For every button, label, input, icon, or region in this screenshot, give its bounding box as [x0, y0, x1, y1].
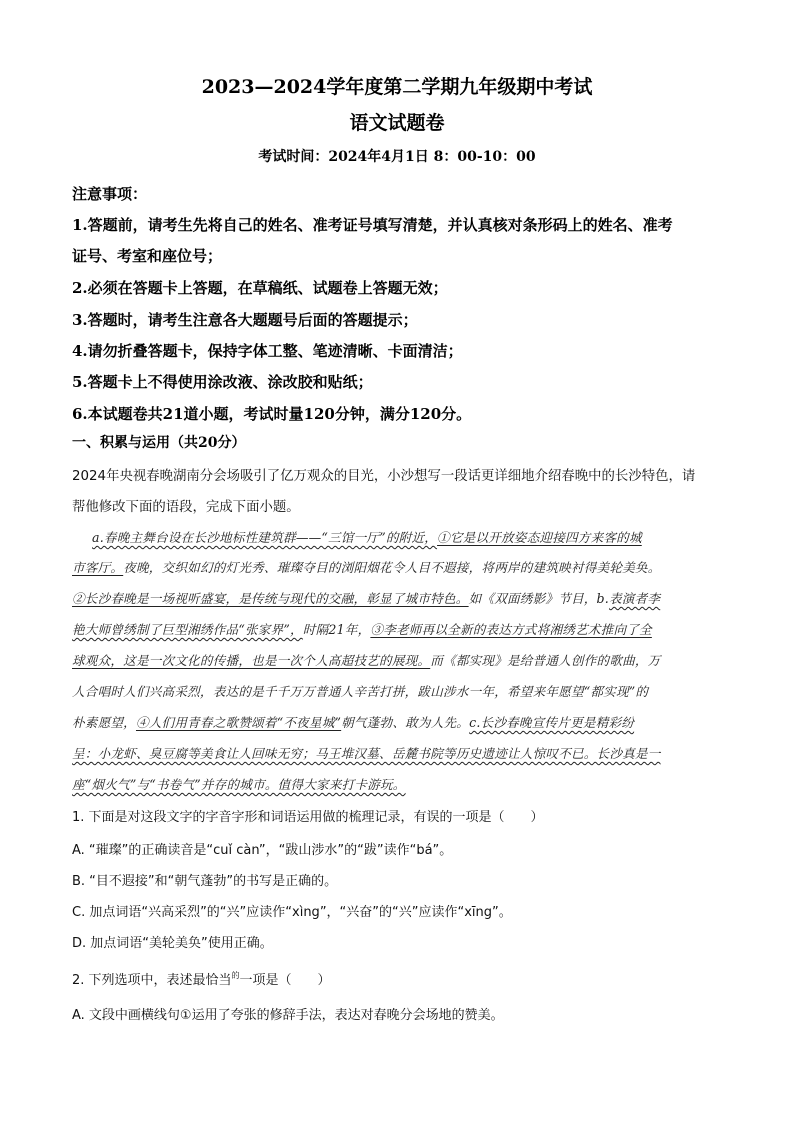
- question-1-option-c: C. 加点词语“兴高采烈”的“兴”应读作“xìng”，“兴奋”的“兴”应读作“xīng”。: [72, 905, 512, 920]
- passage-embroidery-text: 如《双面绣影》节目，b.: [468, 591, 610, 606]
- notes-heading: 注意事项：: [72, 185, 148, 203]
- passage-sentence-1: ①它是以开放姿态迎接四方来客的城: [437, 530, 642, 545]
- question-1-stem: 1. 下面是对这段文字的字音字形和词语运用做的梳理记录，有误的一项是（ ）: [72, 810, 544, 825]
- note-item-3: 3.答题时，请考生注意各大题题号后面的答题提示；: [72, 311, 418, 329]
- exam-time: 考试时间：2024年4月1日 8：00-10：00: [258, 149, 536, 165]
- question-1-option-d: D. 加点词语“美轮美奂”使用正确。: [72, 936, 273, 951]
- passage-sentence-3-end: 球观众，这是一次文化的传播，也是一次个人高超技艺的展现。: [72, 653, 431, 668]
- passage-line-4: [72, 619, 652, 638]
- passage-line-3: [72, 588, 660, 607]
- passage-wish-text: 朴素愿望，: [72, 715, 136, 730]
- passage-sentence-1-end: 市客厅。: [72, 560, 124, 575]
- section-intro-a: 2024年央视春晚湖南分会场吸引了亿万观众的目光，小沙想写一段话更详细地介绍春晚中的长沙特色，请: [72, 469, 696, 484]
- passage-sentence-c-end: 座“烟火气”与“书卷气”并存的城市。值得大家来打卡游玩。: [72, 777, 406, 792]
- note-item-4: 4.请勿折叠答题卡，保持字体工整、笔迹清晰、卡面清洁；: [72, 342, 463, 360]
- section-intro-b: 帮他修改下面的语段，完成下面小题。: [72, 500, 300, 515]
- question-1-option-b: B. “目不遐接”和“朝气蓬勃”的书写是正确的。: [72, 874, 338, 889]
- passage-line-9: [72, 774, 406, 793]
- question-2-option-a: A. 文段中画横线句①运用了夸张的修辞手法，表达对春晚分会场地的赞美。: [72, 1008, 504, 1023]
- question-1-option-a: A. “璀璨”的正确读音是“cuǐ càn”，“跋山涉水”的“跋”读作“bá”。: [72, 843, 453, 858]
- note-item-5: 5.答题卡上不得使用涂改液、涂改胶和贴纸；: [72, 373, 373, 391]
- passage-line-8: [72, 743, 661, 762]
- passage-line-7: [72, 712, 634, 731]
- question-2-stem: 2. 下列选项中，表述最恰当$^的$一项是（ ）: [72, 971, 331, 988]
- exam-subtitle: 语文试题卷: [349, 112, 445, 134]
- passage-time-text: 时隔21年，: [302, 622, 371, 637]
- passage-sentence-3: ③李老师再以全新的表达方式将湘绣艺术推向了全: [370, 622, 652, 637]
- passage-sentence-c-cont: 呈：小龙虾、臭豆腐等美食让人回味无穷；马王堆汉墓、岳麓书院等历史遗迹让人惊叹不已。长沙真是一: [72, 746, 661, 761]
- note-item-2: 2.必须在答题卡上答题，在草稿纸、试题卷上答题无效；: [72, 279, 448, 297]
- passage-night-text: 夜晚，交织如幻的灯光秀、璀璨夺目的浏阳烟花令人目不遐接，将两岸的建筑映衬得美轮美奂。: [123, 560, 661, 575]
- section-heading: 一、积累与运用（共20分）: [72, 435, 246, 451]
- passage-sentence-4: ④人们用青春之歌赞颂着“不夜星城”: [135, 715, 342, 730]
- exam-title: 2023—2024学年度第二学期九年级期中考试: [201, 76, 593, 98]
- passage-sentence-a: a.春晚主舞台设在长沙地标性建筑群——“三馆一厅”的附近，: [92, 530, 438, 545]
- note-item-1a: 1.答题前，请考生先将自己的姓名、准考证号填写清楚，并认真核对条形码上的姓名、准考: [72, 216, 673, 234]
- note-item-6: 6.本试题卷共21道小题，考试时量120分钟，满分120分。: [72, 405, 472, 423]
- passage-song-text: 而《都实现》是给普通人创作的歌曲，万: [430, 653, 661, 668]
- passage-sentence-2: ②长沙春晚是一场视听盛宴，是传统与现代的交融，彰显了城市特色。: [72, 591, 469, 606]
- passage-line-1: [92, 527, 642, 546]
- note-item-1b: 证号、考室和座位号；: [72, 247, 223, 265]
- passage-line-2: [72, 557, 661, 576]
- passage-sentence-b: 表演者李: [609, 591, 661, 606]
- passage-sentence-b-cont: 艳大师曾绣制了巨型湘绣作品“张家界”，: [72, 622, 303, 637]
- passage-spirit-text: 朝气蓬勃、敢为人先。: [341, 715, 470, 730]
- passage-line-5: [72, 650, 661, 669]
- passage-line-6: 人合唱时人们兴高采烈，表达的是千千万万普通人辛苦打拼，跋山涉水一年，希望来年愿望“都实现”的: [72, 684, 649, 699]
- passage-sentence-c: c.长沙春晚宣传片更是精彩纷: [469, 715, 635, 730]
